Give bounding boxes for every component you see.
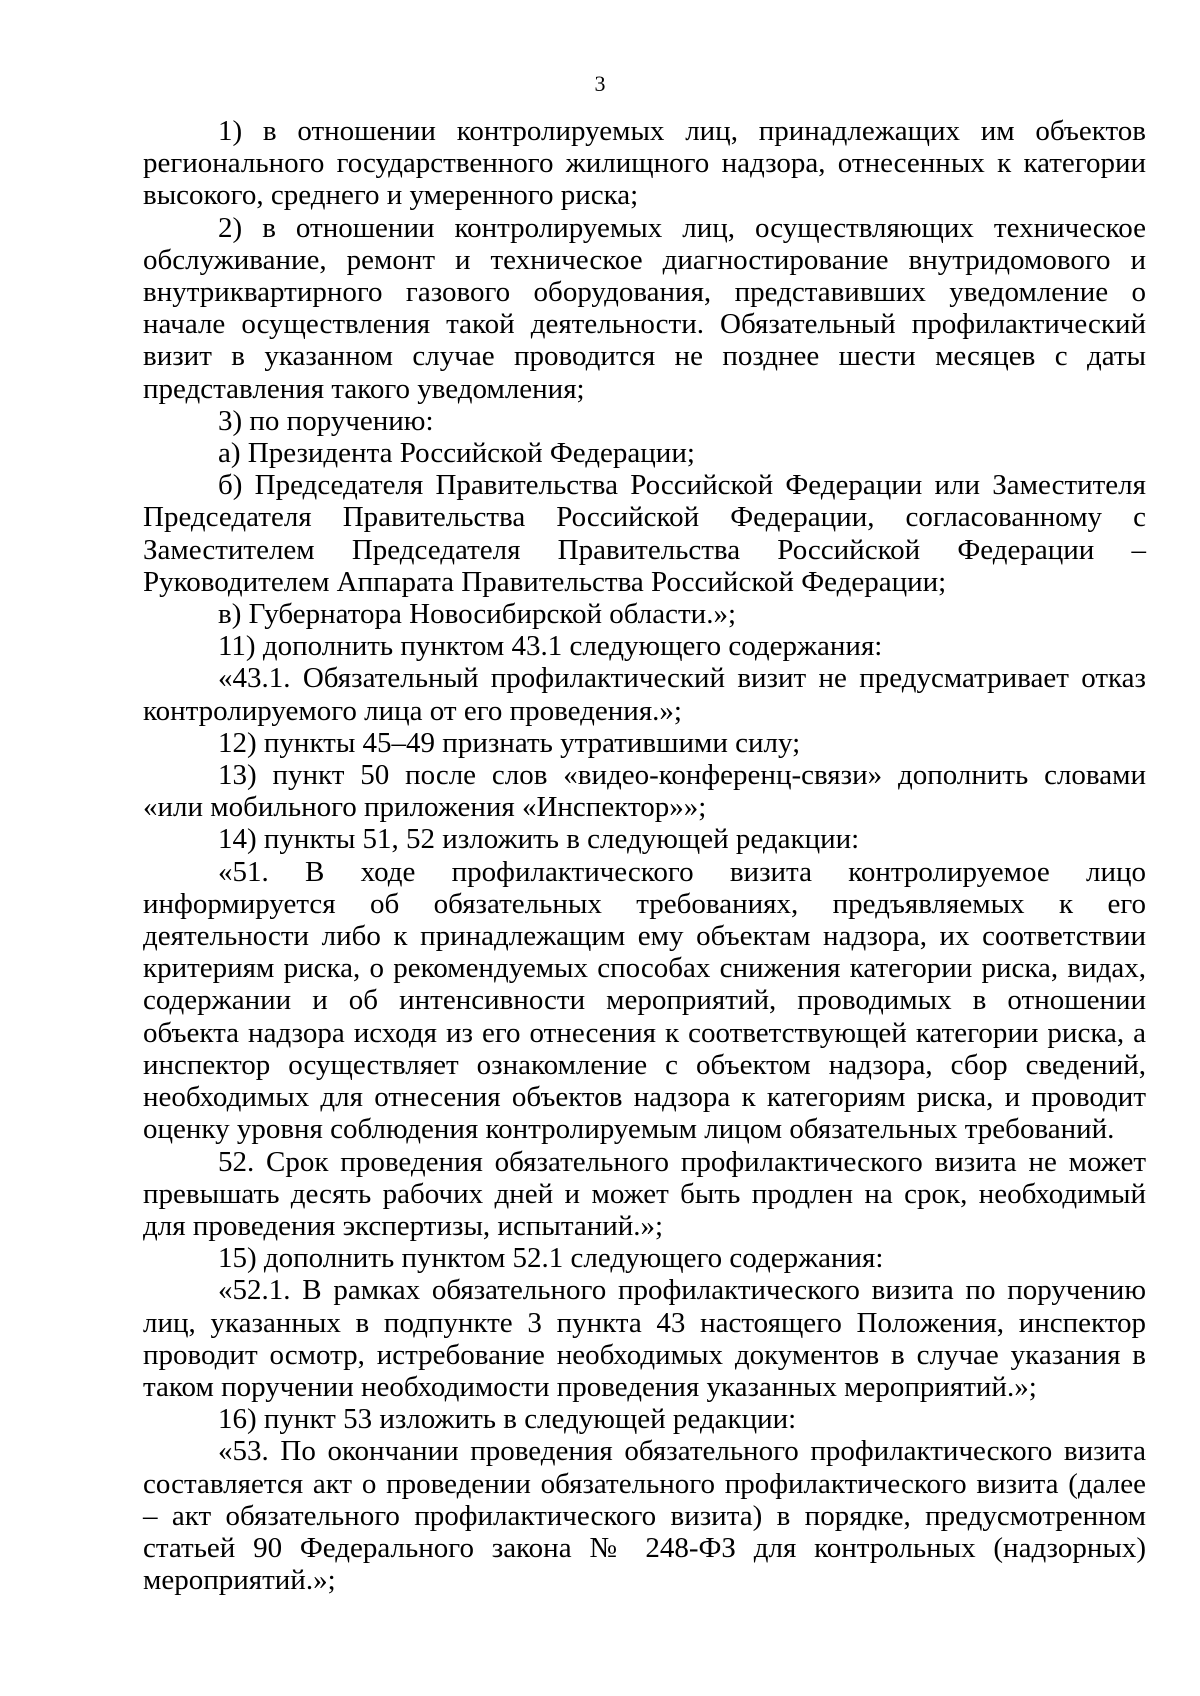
- paragraph-item-12: 12) пункты 45–49 признать утратившими силу;: [218, 726, 801, 759]
- paragraph-item-15: 15) дополнить пунктом 52.1 следующего содержания:: [218, 1242, 884, 1275]
- paragraph-clause-52-1: «52.1. В рамках обязательного профилактического визита по поручению лиц, указанных в подпункте 3 пункта 43 настоящего Положения, инспектор проводит осмотр, истребование необходимых документов в случае указания в таком поручении необходимости проведения указанных мероприятий.»;: [143, 1274, 1146, 1403]
- paragraph-clause-43-1: «43.1. Обязательный профилактический визит не предусматривает отказ контролируемого лица от его проведения.»;: [143, 662, 1146, 727]
- page-number: 3: [594, 71, 606, 96]
- paragraph-item-2: 2) в отношении контролируемых лиц, осуществляющих техническое обслуживание, ремонт и техническое диагностирование внутридомового и внутриквартирного газового оборудования, представивших уведомление о начале осуществления такой деятельности. Обязательный профилактический визит в указанном случае проводится не позднее шести месяцев с даты представления такого уведомления;: [143, 211, 1146, 405]
- paragraph-item-3: 3) по поручению:: [218, 404, 434, 437]
- paragraph-item-1: 1) в отношении контролируемых лиц, принадлежащих им объектов регионального государственного жилищного надзора, отнесенных к категории высокого, среднего и умеренного риска;: [143, 115, 1146, 212]
- paragraph-item-16: 16) пункт 53 изложить в следующей редакции:: [218, 1403, 797, 1436]
- paragraph-subitem-v: в) Губернатора Новосибирской области.»;: [218, 598, 737, 631]
- paragraph-item-11: 11) дополнить пунктом 43.1 следующего содержания:: [218, 630, 883, 663]
- paragraph-clause-53: «53. По окончании проведения обязательного профилактического визита составляется акт о проведении обязательного профилактического визита (далее – акт обязательного профилактического визита) в порядке, предусмотренном статьей 90 Федерального закона № 248-ФЗ для контрольных (надзорных) мероприятий.»;: [143, 1435, 1146, 1597]
- paragraph-subitem-a: а) Президента Российской Федерации;: [218, 437, 695, 470]
- paragraph-item-13: 13) пункт 50 после слов «видео-конференц-связи» дополнить словами «или мобильного приложения «Инспектор»»;: [143, 759, 1146, 824]
- document-body: [143, 115, 1146, 1596]
- paragraph-item-14: 14) пункты 51, 52 изложить в следующей редакции:: [218, 823, 860, 856]
- paragraph-clause-52: 52. Срок проведения обязательного профилактического визита не может превышать десять рабочих дней и может быть продлен на срок, необходимый для проведения экспертизы, испытаний.»;: [143, 1145, 1146, 1242]
- paragraph-subitem-b: б) Председателя Правительства Российской Федерации или Заместителя Председателя Правительства Российской Федерации, согласованному с Заместителем Председателя Правительства Российской Федерации – Руководителем Аппарата Правительства Российской Федерации;: [143, 469, 1146, 598]
- paragraph-clause-51: «51. В ходе профилактического визита контролируемое лицо информируется об обязательных требованиях, предъявляемых к его деятельности либо к принадлежащим ему объектам надзора, их соответствии критериям риска, о рекомендуемых способах снижения категории риска, видах, содержании и об интенсивности мероприятий, проводимых в отношении объекта надзора исходя из его отнесения к соответствующей категории риска, а инспектор осуществляет ознакомление с объектом надзора, сбор сведений, необходимых для отнесения объектов надзора к категориям риска, и проводит оценку уровня соблюдения контролируемым лицом обязательных требований.: [143, 855, 1146, 1146]
